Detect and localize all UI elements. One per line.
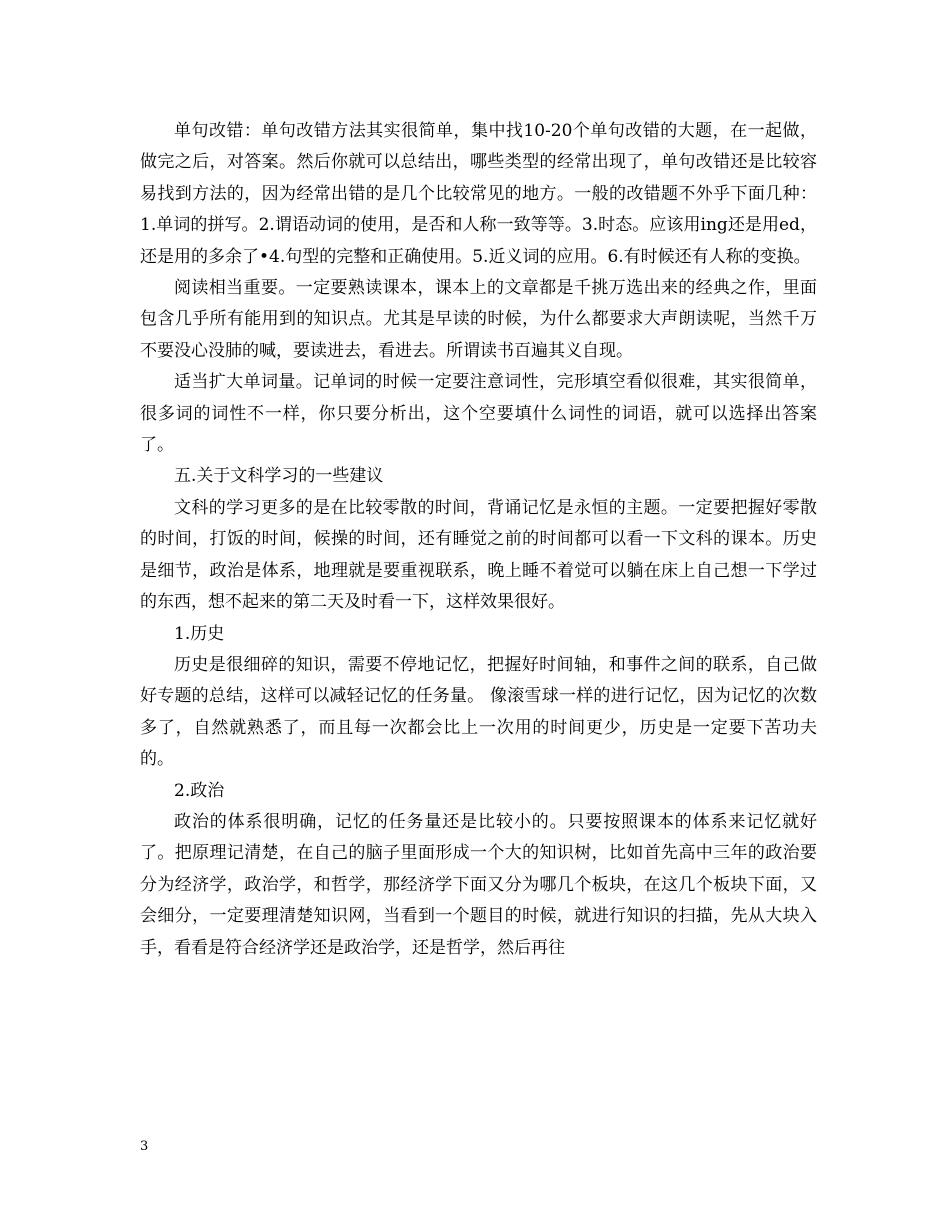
paragraph-politics: 政治的体系很明确，记忆的任务量还是比较小的。只要按照课本的体系来记忆就好了。把原理记清楚，在自己的脑子里面形成一个大的知识树，比如首先高中三年的政治要分为经济学，政治学，和哲学，那经济学下面又分为哪几个板块，在这几个板块下面，又会细分，一定要理清楚知识网，当看到一个题目的时候，就进行知识的扫描，先从大块入手，看看是符合经济学还是政治学，还是哲学，然后再往 xyxy=(140,811,817,958)
paragraph-history: 历史是很细碎的知识，需要不停地记忆，把握好时间轴，和事件之间的联系，自己做好专题的总结，这样可以减轻记忆的任务量。 像滚雪球一样的进行记忆，因为记忆的次数多了，自然就熟悉了，而且每一次都会比上一次用的时间更少，历史是一定要下苦功夫的。 xyxy=(140,654,817,770)
paragraph-liberal-arts-intro: 文科的学习更多的是在比较零散的时间，背诵记忆是永恒的主题。一定要把握好零散的时间，打饭的时间，候操的时间，还有睡觉之前的时间都可以看一下文科的课本。历史是细节，政治是体系，地理就是要重视联系，晚上睡不着觉可以躺在床上自己想一下学过的东西，想不起来的第二天及时看一下，这样效果很好。 xyxy=(140,497,817,613)
subheading-politics: 2.政治 xyxy=(174,780,225,801)
body-text xyxy=(140,116,817,964)
page-number: 3 xyxy=(140,1139,149,1154)
paragraph-sentence-correction: 单句改错：单句改错方法其实很简单，集中找10-20个单句改错的大题，在一起做，做完之后，对答案。然后你就可以总结出，哪些类型的经常出现了，单句改错还是比较容易找到方法的，因为经常出错的是几个比较常见的地方。一般的改错题不外乎下面几种：1.单词的拼写。2.谓语动词的使用，是否和人称一致等等。3.时态。应该用ing还是用ed，还是用的多余了•4.句型的完整和正确使用。5.近义词的应用。6.有时候还有人称的变换。 xyxy=(140,121,817,267)
paragraph-vocabulary: 适当扩大单词量。记单词的时候一定要注意词性，完形填空看似很难，其实很简单，很多词的词性不一样，你只要分析出，这个空要填什么词性的词语，就可以选择出答案了。 xyxy=(140,372,817,456)
subheading-history: 1.历史 xyxy=(174,623,225,644)
paragraph-reading: 阅读相当重要。一定要熟读课本，课本上的文章都是千挑万选出来的经典之作，里面包含几乎所有能用到的知识点。尤其是早读的时候，为什么都要求大声朗读呢，当然千万不要没心没肺的喊，要读进去，看进去。所谓读书百遍其义自现。 xyxy=(140,278,817,361)
section-heading-liberal-arts: 五.关于文科学习的一些建议 xyxy=(174,466,384,487)
